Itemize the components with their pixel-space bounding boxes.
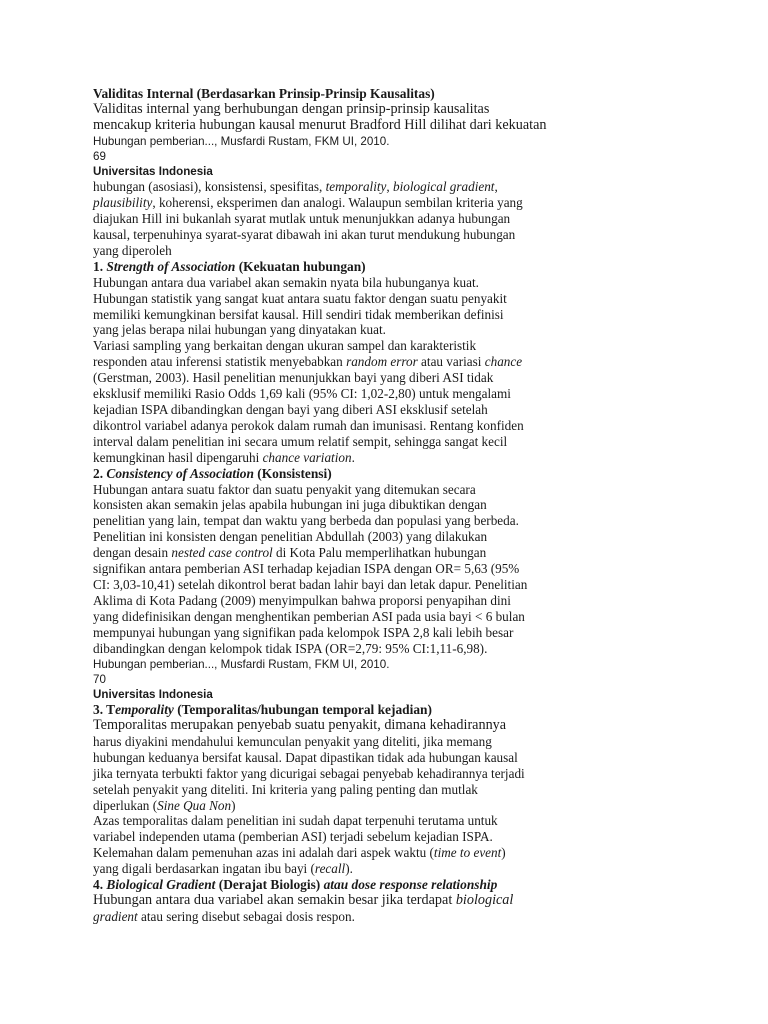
body-text-line bbox=[93, 291, 728, 307]
text-span: ) bbox=[231, 797, 236, 813]
text-span: memiliki kemungkinan bersifat kausal. Hill sendiri tidak memberikan definisi bbox=[93, 306, 504, 322]
text-span: (Derajat Biologis) bbox=[215, 877, 324, 893]
text-span: 69 bbox=[93, 149, 106, 163]
body-text-line bbox=[93, 561, 728, 577]
italic-term: recall bbox=[314, 861, 346, 877]
italic-term: nested case control bbox=[171, 545, 273, 561]
italic-term: time to event bbox=[433, 845, 502, 861]
text-span: 70 bbox=[93, 672, 106, 686]
section-heading-line bbox=[93, 702, 728, 718]
italic-term: chance bbox=[484, 354, 523, 370]
text-span: Temporalitas merupakan penyebab suatu penyakit, dimana kehadirannya bbox=[93, 717, 507, 734]
text-span: (Gerstman, 2003). Hasil penelitian menunjukkan bayi yang diberi ASI tidak bbox=[93, 370, 494, 386]
text-span: variabel independen utama (pemberian ASI) terjadi sebelum kejadian ISPA. bbox=[93, 829, 493, 845]
text-span: di Kota Palu memperlihatkan hubungan bbox=[272, 545, 487, 561]
text-span: Validitas Internal (Berdasarkan Prinsip-Prinsip Kausalitas) bbox=[93, 86, 435, 101]
text-span: , koherensi, eksperimen dan analogi. Walaupun sembilan kriteria yang bbox=[152, 195, 523, 211]
text-span: ) bbox=[501, 845, 506, 861]
body-text-line bbox=[93, 482, 728, 498]
body-text-line bbox=[93, 243, 728, 259]
text-span: yang didefinisikan dengan menghentikan pemberian ASI pada usia bayi < 6 bulan bbox=[93, 608, 525, 624]
text-span: mempunyai hubungan yang signifikan pada kelompok ISPA 2,8 kali lebih besar bbox=[93, 624, 514, 640]
italic-term: plausibility bbox=[93, 195, 153, 211]
body-text-line bbox=[93, 750, 728, 766]
text-span: atau variasi bbox=[417, 354, 485, 370]
body-text-line bbox=[93, 338, 728, 354]
text-span: jika ternyata terbukti faktor yang dicurigai sebagai penyebab kehadirannya terjadi bbox=[93, 765, 525, 781]
italic-term: temporality bbox=[325, 179, 387, 195]
text-span: konsisten akan semakin jelas apabila hubungan ini juga dibuktikan dengan bbox=[93, 497, 487, 513]
body-text-line bbox=[93, 322, 728, 338]
section-heading-line bbox=[93, 877, 728, 893]
text-span: Kelemahan dalam pemenuhan azas ini adalah dari aspek waktu ( bbox=[93, 845, 434, 861]
text-span: 4. bbox=[93, 877, 107, 893]
body-text-line bbox=[93, 418, 728, 434]
body-text-line bbox=[93, 195, 728, 211]
text-span: responden atau inferensi statistik menyebabkan bbox=[93, 354, 347, 370]
section-heading-line bbox=[93, 86, 728, 102]
page-footer-line bbox=[93, 672, 728, 687]
body-text-line bbox=[93, 861, 728, 877]
italic-term: random error bbox=[346, 354, 418, 370]
body-text-line bbox=[93, 782, 728, 798]
body-text-line bbox=[93, 813, 728, 829]
body-text-line bbox=[93, 450, 728, 466]
text-span: . bbox=[351, 449, 355, 465]
body-text-line bbox=[93, 370, 728, 386]
italic-term: Consistency of Association bbox=[106, 465, 254, 481]
body-text-line bbox=[93, 529, 728, 545]
text-span: yang diperoleh bbox=[93, 242, 172, 258]
page-footer-line bbox=[93, 164, 728, 179]
body-text-line bbox=[93, 893, 728, 909]
page-footer-line bbox=[93, 134, 728, 149]
body-text-line bbox=[93, 211, 728, 227]
body-text-line bbox=[93, 909, 728, 925]
text-span: Universitas Indonesia bbox=[93, 165, 213, 179]
text-span: , bbox=[386, 179, 393, 195]
body-text-line bbox=[93, 354, 728, 370]
text-span: kemungkinan hasil dipengaruhi bbox=[93, 449, 263, 465]
body-text-line bbox=[93, 734, 728, 750]
italic-term: emporality bbox=[115, 702, 174, 718]
text-span: mencakup kriteria hubungan kausal menurut Bradford Hill dilihat dari kekuatan bbox=[93, 116, 547, 133]
body-text-line bbox=[93, 497, 728, 513]
text-span: hubungan (asosiasi), konsistensi, spesifitas, bbox=[93, 179, 326, 195]
page-footer-line bbox=[93, 149, 728, 164]
text-span: ). bbox=[345, 861, 353, 877]
text-span: interval dalam penelitian ini secara umum relatif sempit, sehingga sangat kecil bbox=[93, 433, 508, 449]
text-span: Aklima di Kota Padang (2009) menyimpulkan bahwa proporsi penyapihan dini bbox=[93, 592, 511, 608]
text-span: 3. T bbox=[93, 702, 116, 718]
text-span: (Konsistensi) bbox=[253, 465, 332, 481]
body-text-line bbox=[93, 513, 728, 529]
body-text-line bbox=[93, 609, 728, 625]
body-text-line bbox=[93, 766, 728, 782]
body-text-line bbox=[93, 227, 728, 243]
text-span: yang jelas berapa nilai hubungan yang dinyatakan kuat. bbox=[93, 322, 386, 338]
body-text-line bbox=[93, 798, 728, 814]
text-span: atau sering disebut sebagai dosis respon. bbox=[137, 908, 355, 924]
text-span: dibandingkan dengan kelompok tidak ISPA (OR=2,79: 95% CI:1,11-6,98). bbox=[93, 640, 488, 656]
text-span: Hubungan antara dua variabel akan semakin nyata bila hubunganya kuat. bbox=[93, 274, 479, 290]
text-span: diperlukan ( bbox=[93, 797, 158, 813]
text-span: Variasi sampling yang berkaitan dengan ukuran sampel dan karakteristik bbox=[93, 338, 477, 354]
text-span: hubungan keduanya bersifat kausal. Dapat dipastikan tidak ada hubungan kausal bbox=[93, 749, 518, 765]
text-span: 2. bbox=[93, 465, 107, 481]
text-span: CI: 3,03-10,41) setelah dikontrol berat badan lahir bayi dan letak dapur. Penelitian bbox=[93, 576, 528, 592]
body-text-line bbox=[93, 829, 728, 845]
text-span: , bbox=[494, 179, 498, 195]
text-span: penelitian yang lain, tempat dan waktu yang berbeda dan populasi yang berbeda. bbox=[93, 513, 519, 529]
body-text-line bbox=[93, 845, 728, 861]
text-span: Hubungan antara suatu faktor dan suatu penyakit yang ditemukan secara bbox=[93, 481, 476, 497]
body-text-line bbox=[93, 118, 728, 134]
body-text-line bbox=[93, 577, 728, 593]
text-span: yang digali berdasarkan ingatan ibu bayi ( bbox=[93, 861, 315, 877]
text-span: dikontrol variabel adanya perokok dalam rumah dan imunisasi. Rentang konfiden bbox=[93, 417, 524, 433]
text-span: dengan desain bbox=[93, 545, 172, 561]
body-text-line bbox=[93, 179, 728, 195]
text-span: Hubungan pemberian..., Musfardi Rustam, FKM UI, 2010. bbox=[93, 134, 390, 148]
body-text-line bbox=[93, 593, 728, 609]
text-span: signifikan antara pemberian ASI terhadap kejadian ISPA dengan OR= 5,63 (95% bbox=[93, 561, 520, 577]
text-span: Hubungan pemberian..., Musfardi Rustam, FKM UI, 2010. bbox=[93, 657, 390, 671]
body-text-line bbox=[93, 641, 728, 657]
text-span: setelah penyakit yang diteliti. Ini kriteria yang paling penting dan mutlak bbox=[93, 781, 478, 797]
text-span: Universitas Indonesia bbox=[93, 687, 213, 701]
text-span: Validitas internal yang berhubungan dengan prinsip-prinsip kausalitas bbox=[93, 100, 490, 117]
italic-term: gradient bbox=[93, 908, 138, 924]
text-span: Hubungan antara dua variabel akan semakin besar jika terdapat bbox=[93, 892, 456, 908]
text-span: diajukan Hill ini bukanlah syarat mutlak untuk menunjukkan adanya hubungan bbox=[93, 211, 511, 227]
body-text-line bbox=[93, 386, 728, 402]
page-footer-line bbox=[93, 657, 728, 672]
section-heading-line bbox=[93, 466, 728, 482]
text-span: kejadian ISPA dibandingkan dengan bayi yang diberi ASI eksklusif setelah bbox=[93, 402, 488, 418]
italic-term: Biological Gradient bbox=[106, 877, 216, 893]
page-footer-line bbox=[93, 687, 728, 702]
italic-term: biological bbox=[455, 892, 514, 908]
text-span: 1. bbox=[93, 258, 107, 274]
italic-term: atau dose response relationship bbox=[323, 877, 498, 893]
body-text-line bbox=[93, 402, 728, 418]
body-text-line bbox=[93, 434, 728, 450]
italic-term: chance variation bbox=[262, 449, 352, 465]
body-text-line bbox=[93, 625, 728, 641]
italic-term: Strength of Association bbox=[106, 258, 236, 274]
text-span: (Kekuatan hubungan) bbox=[235, 258, 366, 274]
body-text-line bbox=[93, 275, 728, 291]
italic-term: Sine Qua Non bbox=[157, 797, 232, 813]
section-heading-line bbox=[93, 259, 728, 275]
text-span: (Temporalitas/hubungan temporal kejadian) bbox=[173, 702, 432, 718]
text-span: kausal, terpenuhinya syarat-syarat dibawah ini akan turut mendukung hubungan bbox=[93, 227, 516, 243]
text-span: harus diyakini mendahului kemunculan penyakit yang diteliti, jika memang bbox=[93, 733, 492, 749]
body-text-line bbox=[93, 307, 728, 323]
text-span: Azas temporalitas dalam penelitian ini sudah dapat terpenuhi terutama untuk bbox=[93, 813, 498, 829]
text-span: Hubungan statistik yang sangat kuat antara suatu faktor dengan suatu penyakit bbox=[93, 290, 507, 306]
body-text-line bbox=[93, 102, 728, 118]
text-span: Penelitian ini konsisten dengan penelitian Abdullah (2003) yang dilakukan bbox=[93, 529, 488, 545]
italic-term: biological gradient bbox=[393, 179, 495, 195]
text-span: eksklusif memiliki Rasio Odds 1,69 kali (95% CI: 1,02-2,80) untuk mengalami bbox=[93, 386, 511, 402]
body-text-line bbox=[93, 545, 728, 561]
body-text-line bbox=[93, 718, 728, 734]
